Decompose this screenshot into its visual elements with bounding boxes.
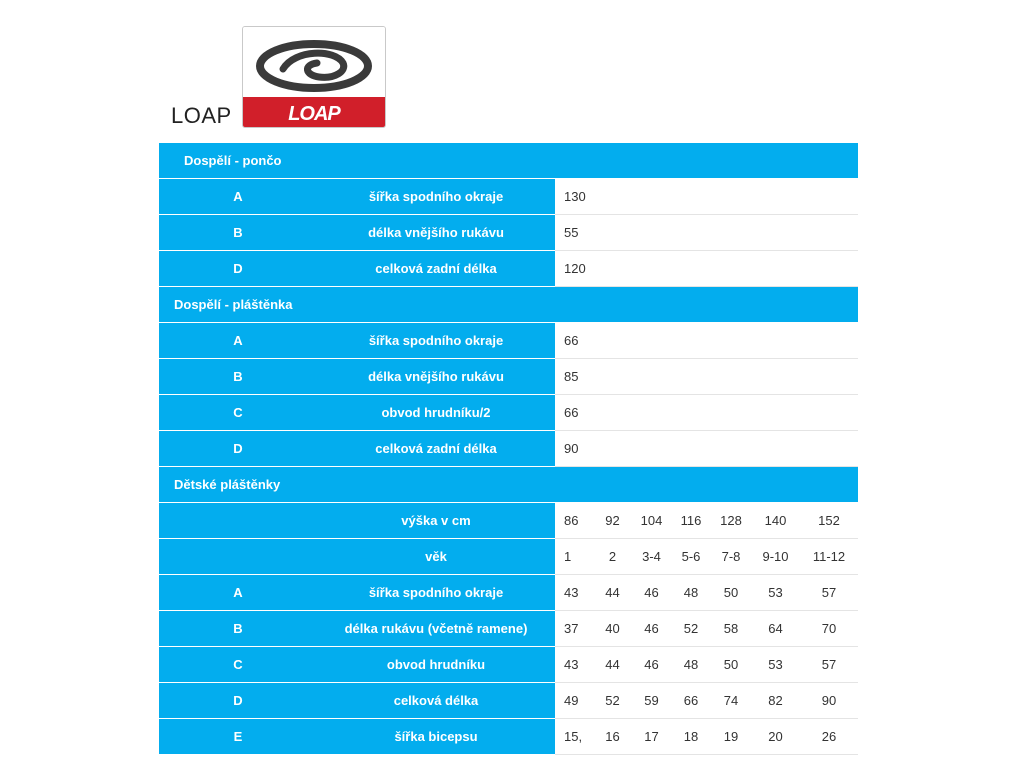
size-value: 1 — [555, 539, 593, 575]
size-table — [159, 143, 858, 755]
row-label: délka rukávu (včetně ramene) — [317, 611, 555, 647]
table-row — [159, 179, 858, 215]
row-label: šířka spodního okraje — [317, 323, 555, 359]
size-value: 46 — [632, 647, 671, 683]
table-row — [159, 395, 858, 431]
loap-logo — [242, 26, 386, 128]
size-value: 90 — [555, 431, 858, 467]
size-value: 128 — [711, 503, 751, 539]
size-value: 104 — [632, 503, 671, 539]
size-value: 15, — [555, 719, 593, 755]
table-row — [159, 683, 858, 719]
row-letter: D — [159, 251, 317, 287]
row-label: šířka bicepsu — [317, 719, 555, 755]
row-letter: A — [159, 575, 317, 611]
size-value: 85 — [555, 359, 858, 395]
size-value: 70 — [800, 611, 858, 647]
row-label: délka vnějšího rukávu — [317, 215, 555, 251]
size-value: 116 — [671, 503, 711, 539]
svg-text:LOAP: LOAP — [288, 103, 340, 125]
size-value: 48 — [671, 575, 711, 611]
size-value: 43 — [555, 575, 593, 611]
row-label: obvod hrudníku — [317, 647, 555, 683]
row-label: délka vnějšího rukávu — [317, 359, 555, 395]
size-value: 74 — [711, 683, 751, 719]
row-letter: B — [159, 359, 317, 395]
size-value: 52 — [671, 611, 711, 647]
table-row — [159, 611, 858, 647]
size-value: 17 — [632, 719, 671, 755]
size-value: 57 — [800, 575, 858, 611]
row-label: celková zadní délka — [317, 251, 555, 287]
size-value: 59 — [632, 683, 671, 719]
size-value: 11-12 — [800, 539, 858, 575]
size-value: 9-10 — [751, 539, 800, 575]
row-label: celková délka — [317, 683, 555, 719]
row-letter — [159, 539, 317, 575]
size-value: 44 — [593, 647, 632, 683]
size-value: 37 — [555, 611, 593, 647]
table-row — [159, 503, 858, 539]
table-row — [159, 323, 858, 359]
size-value: 26 — [800, 719, 858, 755]
row-letter: D — [159, 431, 317, 467]
section-header — [159, 143, 858, 179]
size-value: 64 — [751, 611, 800, 647]
row-letter: A — [159, 323, 317, 359]
table-row — [159, 215, 858, 251]
size-value: 53 — [751, 575, 800, 611]
size-value: 50 — [711, 575, 751, 611]
table-row — [159, 575, 858, 611]
table-row — [159, 539, 858, 575]
size-value: 19 — [711, 719, 751, 755]
brand-name: LOAP — [171, 103, 232, 128]
size-value: 43 — [555, 647, 593, 683]
row-letter: A — [159, 179, 317, 215]
size-value: 53 — [751, 647, 800, 683]
row-letter: C — [159, 395, 317, 431]
size-value: 40 — [593, 611, 632, 647]
size-value: 7-8 — [711, 539, 751, 575]
table-row — [159, 647, 858, 683]
row-label: šířka spodního okraje — [317, 179, 555, 215]
size-value: 57 — [800, 647, 858, 683]
section-title: Dospělí - pláštěnka — [159, 287, 858, 323]
size-value: 46 — [632, 575, 671, 611]
size-value: 44 — [593, 575, 632, 611]
size-value: 140 — [751, 503, 800, 539]
row-label: obvod hrudníku/2 — [317, 395, 555, 431]
section-title: Dospělí - pončo — [159, 143, 858, 179]
size-value: 66 — [555, 323, 858, 359]
size-value: 3-4 — [632, 539, 671, 575]
size-value: 49 — [555, 683, 593, 719]
size-value: 20 — [751, 719, 800, 755]
size-value: 152 — [800, 503, 858, 539]
size-value: 52 — [593, 683, 632, 719]
table-row — [159, 719, 858, 755]
section-header — [159, 467, 858, 503]
section-title: Dětské pláštěnky — [159, 467, 858, 503]
row-letter: D — [159, 683, 317, 719]
row-letter: B — [159, 611, 317, 647]
table-row — [159, 251, 858, 287]
row-label: celková zadní délka — [317, 431, 555, 467]
size-value: 90 — [800, 683, 858, 719]
section-header — [159, 287, 858, 323]
row-letter — [159, 503, 317, 539]
size-value: 82 — [751, 683, 800, 719]
size-value: 48 — [671, 647, 711, 683]
size-value: 46 — [632, 611, 671, 647]
row-label: šířka spodního okraje — [317, 575, 555, 611]
size-value: 18 — [671, 719, 711, 755]
row-label: výška v cm — [317, 503, 555, 539]
size-value: 16 — [593, 719, 632, 755]
row-letter: E — [159, 719, 317, 755]
size-value: 50 — [711, 647, 751, 683]
size-value: 66 — [671, 683, 711, 719]
size-value: 5-6 — [671, 539, 711, 575]
row-letter: B — [159, 215, 317, 251]
row-letter: C — [159, 647, 317, 683]
table-row — [159, 359, 858, 395]
size-value: 2 — [593, 539, 632, 575]
table-row — [159, 431, 858, 467]
size-value: 55 — [555, 215, 858, 251]
size-value: 66 — [555, 395, 858, 431]
size-value: 120 — [555, 251, 858, 287]
size-value: 86 — [555, 503, 593, 539]
row-label: věk — [317, 539, 555, 575]
size-value: 92 — [593, 503, 632, 539]
size-value: 130 — [555, 179, 858, 215]
size-value: 58 — [711, 611, 751, 647]
